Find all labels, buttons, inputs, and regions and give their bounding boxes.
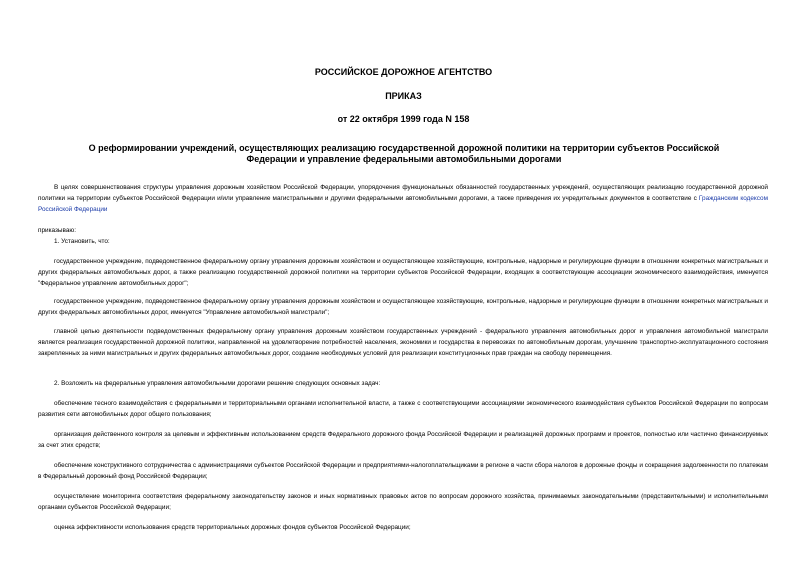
document-type-heading: ПРИКАЗ [385, 91, 422, 101]
paragraph-highway-directorate: государственное учреждение, подведомственное федеральному органу управления дорожным хозяйством и осуществляющее хозяйствующие, контрольные, надзорные и регулирующие функции в отношении конкретных магистральных и других федеральных автомобильных дорог, именуется "Управление автомобильной магистрали"; [38, 298, 768, 316]
task-cooperation: обеспечение конструктивного сотрудничества с администрациями субъектов Российской Федерации и предприятиями-налогоплательщиками в регионе в части сбора налогов в дорожные фонды и сокращения задолженности по платежам в Федеральный дорожный фонд Российской Федерации; [38, 462, 768, 480]
civil-code-link[interactable]: Гражданским кодексом Российской Федерации [38, 195, 768, 213]
task-monitoring: осуществление мониторинга соответствия федеральному законодательству законов и иных нормативных правовых актов по вопросам дорожного хозяйства, принимаемых законодательными (представительными) и исполнительными органами субъектов Российской Федерации; [38, 493, 768, 511]
task-interaction: обеспечение тесного взаимодействия с федеральными и территориальными органами исполнительной власти, а также с соответствующими ассоциациями экономического взаимодействия субъектов Российской Федерации по вопросам развития сети автомобильных дорог общего пользования; [38, 400, 768, 418]
preamble-text: В целях совершенствования структуры управления дорожным хозяйством Российской Федерации, упорядочения функциональных обязанностей государственных учреждений, осуществляющих реализацию государственной дорожной политики на территории субъектов Российской Федерации и/или управление магистральными и другими федеральными автомобильными дорогами, а также приведения их учредительных документов в соответствие с [38, 184, 768, 202]
item-2: 2. Возложить на федеральные управления автомобильными дорогами решение следующих основных задач: [54, 380, 381, 387]
task-evaluation: оценка эффективности использования средств территориальных дорожных фондов субъектов Российской Федерации; [54, 524, 411, 531]
date-number-heading: от 22 октября 1999 года N 158 [337, 114, 470, 124]
paragraph-main-goal: главной целью деятельности подведомственных федеральному органу управления дорожным хозяйством государственных учреждений - федерального управления автомобильных дорог и управления автомобильной магистрали является реализация государственной дорожной политики, направленной на удовлетворение потребностей населения, экономики и государства в перевозках по автомобильным дорогам, улучшение транспортно-эксплуатационного состояния закрепленных за ними магистральных и других федеральных автомобильных дорог, создание необходимых условий для реализации конституционных прав граждан на свободу перемещения. [38, 328, 768, 357]
preamble-paragraph [38, 182, 768, 215]
document-title: О реформировании учреждений, осуществляющих реализацию государственной дорожной политики на территории субъектов Российской Федерации и управление федеральными автомобильными дорогами [88, 143, 720, 164]
order-word: приказываю: [38, 227, 76, 234]
agency-heading: РОССИЙСКОЕ ДОРОЖНОЕ АГЕНТСТВО [314, 67, 493, 77]
paragraph-federal-directorate: государственное учреждение, подведомственное федеральному органу управления дорожным хозяйством и осуществляющее хозяйствующие, контрольные, надзорные и регулирующие функции в отношении конкретных магистральных и других федеральных автомобильных дорог, а также реализацию государственной дорожной политики на территории субъектов Российской Федерации, входящих в соответствующие ассоциации экономического взаимодействия, именуется "Федеральное управление автомобильных дорог"; [38, 258, 768, 287]
item-1: 1. Установить, что: [54, 238, 110, 245]
task-control: организация действенного контроля за целевым и эффективным использованием средств Федерального дорожного фонда Российской Федерации и реализацией дорожных программ и проектов, полностью или частично финансируемых за счет этих средств; [38, 431, 768, 449]
